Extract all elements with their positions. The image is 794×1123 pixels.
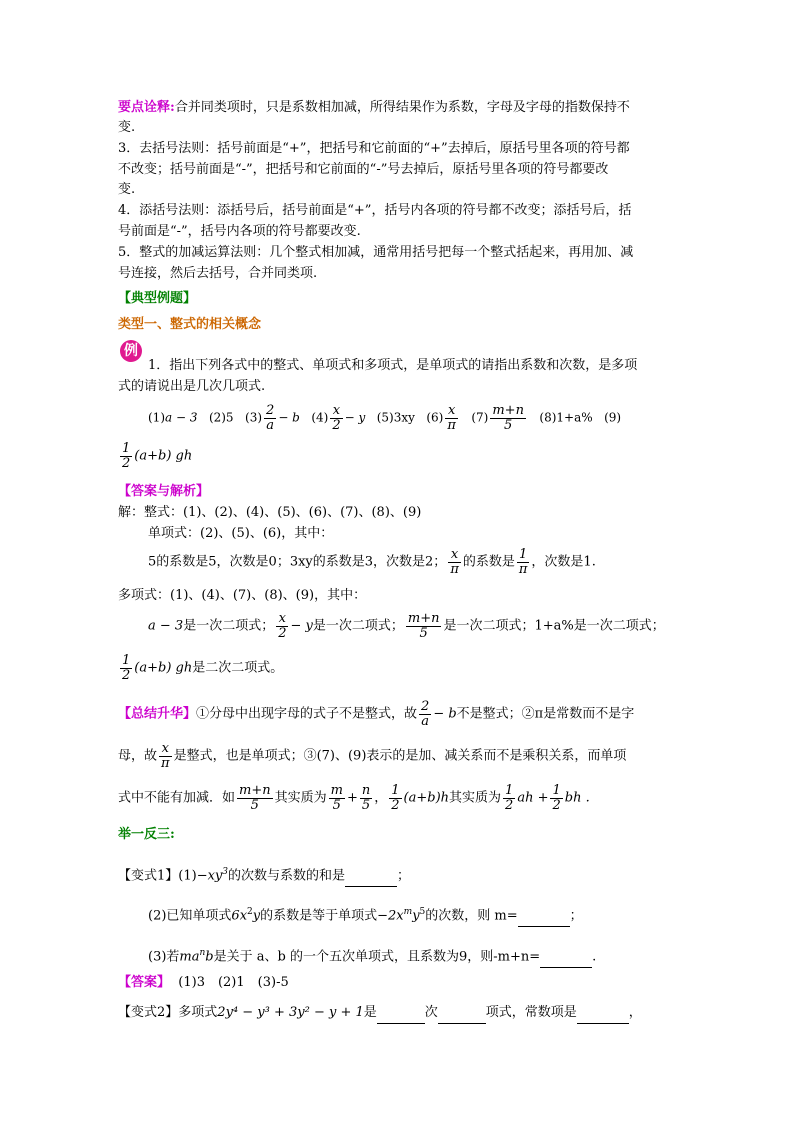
intro-line-1: 要点诠释:合并同类项时，只是系数相加减，所得结果作为系数，字母及字母的指数保持不 [118,100,630,115]
solution-line-4: 多项式：(1)、(4)、(7)、(8)、(9)，其中： [118,588,367,603]
fraction: $\frac{1}{\pi}$ [518,547,528,577]
solution-line-6: $\frac{1}{2}$ (a+b) gh是二次二项式。 [122,653,284,683]
solution-line-2: 单项式：(2)、(5)、(6)，其中： [148,526,334,541]
problem1-line-1: 1．指出下列各式中的整式、单项式和多项式，是单项式的请指出系数和次数，是多项 [148,358,638,373]
rule4-line-2: 号前面是“-”，括号内各项的符号都要改变. [118,224,361,239]
rule5-line-2: 号连接，然后去括号，合并同类项. [118,266,318,281]
solution-line-3: 5的系数是5，次数是0；3xy的系数是3，次数是2； $\frac{x}{\pi}$ 的系数是 $\frac{1}{\pi}$ ，次数是1. [148,547,596,577]
rule5-line-1: 5．整式的加减运算法则：几个整式相加减，通常用括号把每一个整式括起来，再用加、减 [118,245,634,260]
var1-q3: (3)若$ma^nb$是关于 a、b 的一个五次单项式，且系数为9，则-m+n= . [148,943,596,968]
answer-blank[interactable] [345,866,397,887]
problem1-item9: $\frac{1}{2}$ (a+b) gh [122,441,193,471]
fraction: $\frac{1}{2}$ [391,783,400,813]
fraction: $\frac{x}{\pi}$ [447,403,456,433]
fraction: $\frac{1}{2}$ [552,783,561,813]
fraction: $\frac{m}{5}$ [330,783,343,813]
fraction: $\frac{2}{a}$ [266,403,275,433]
answer-blank[interactable] [518,906,570,927]
summary-line-3: 式中不能有加减．如 $\frac{m+n}{5}$ 其实质为 $\frac{m}{5}$ + $\frac{n}{5}$ ， $\frac{1}{2}$ (a+b)h其实质为 $\frac{1}{2}$ ah + $\frac{1}{2}$ bh . [118,783,590,813]
solution-line-1: 解：整式：(1)、(2)、(4)、(5)、(6)、(7)、(8)、(9) [118,505,422,520]
answer-blank[interactable] [377,1003,425,1024]
summary-line-1: 【总结升华】①分母中出现字母的式子不是整式，故 $\frac{2}{a}$ − b不是整式；②π是常数而不是字 [118,699,635,729]
fraction: $\frac{m+n}{5}$ [492,403,524,433]
answer-blank[interactable] [438,1003,486,1024]
intro-label: 要点诠释: [118,100,175,115]
fraction: $\frac{m+n}{5}$ [239,783,271,813]
fraction: $\frac{x}{\pi}$ [450,547,459,577]
var1-q2: (2)已知单项式$6x^2y$的系数是等于单项式$-2x^my^5$的次数，则 m= ； [148,902,583,927]
rule3-line-3: 变. [118,182,136,197]
summary-line-2: 母，故 $\frac{x}{\pi}$ 是整式，也是单项式；③(7)、(9)表示的是加、减关系而不是乘积关系，而单项 [118,741,627,771]
answer-heading: 【答案与解析】 [118,484,210,499]
answer-blank[interactable] [540,947,592,968]
var1-q1: 【变式1】$(1)-xy^3$的次数与系数的和是 ； [118,862,410,887]
type1-heading: 类型一、整式的相关概念 [118,317,262,332]
answer-blank[interactable] [577,1003,629,1024]
fraction: $\frac{x}{\pi}$ [161,741,170,771]
fraction: $\frac{1}{2}$ [505,783,514,813]
fraction: $\frac{2}{a}$ [421,699,430,729]
problem1-items: (1)a − 3 (2)5 (3) $\frac{2}{a}$ − b (4) $\frac{x}{2}$ − y (5)3xy (6) $\frac{x}{\pi}$ (7) $\frac{m+n}{5}$ (8)1+a% (9) [148,403,622,433]
variation-heading: 举一反三: [118,827,175,842]
fraction: $\frac{x}{2}$ [332,403,341,433]
intro-line-2: 变. [118,120,136,135]
rule3-line-2: 不改变；括号前面是“-”，把括号和它前面的“-”号去掉后，原括号里各项的符号都要改 [118,162,609,177]
examples-heading: 【典型例题】 [118,291,197,306]
fraction: $\frac{1}{2}$ [122,441,131,471]
fraction: $\frac{n}{5}$ [361,783,371,813]
example-badge: 例 [120,340,142,362]
var2-question: 【变式2】多项式2y⁴ − y³ + 3y² − y + 1是 次 项式，常数项是 ， [118,1003,642,1024]
problem1-line-2: 式的请说出是几次几项式. [118,379,266,394]
fraction: $\frac{1}{2}$ [122,653,131,683]
var1-answer: 【答案】 (1)3 (2)1 (3)-5 [118,975,289,990]
solution-line-5: a − 3是一次二项式； $\frac{x}{2}$ − y是一次二项式； $\frac{m+n}{5}$ 是一次二项式；1+a%是一次二项式； [148,611,665,641]
rule3-line-1: 3．去括号法则：括号前面是“+”，把括号和它前面的“+”去掉后，原括号里各项的符号都 [118,141,630,156]
fraction: $\frac{m+n}{5}$ [407,611,440,641]
fraction: $\frac{x}{2}$ [278,611,287,641]
rule4-line-1: 4．添括号法则：添括号后，括号前面是“+”，括号内各项的符号都不改变；添括号后，括 [118,203,632,218]
